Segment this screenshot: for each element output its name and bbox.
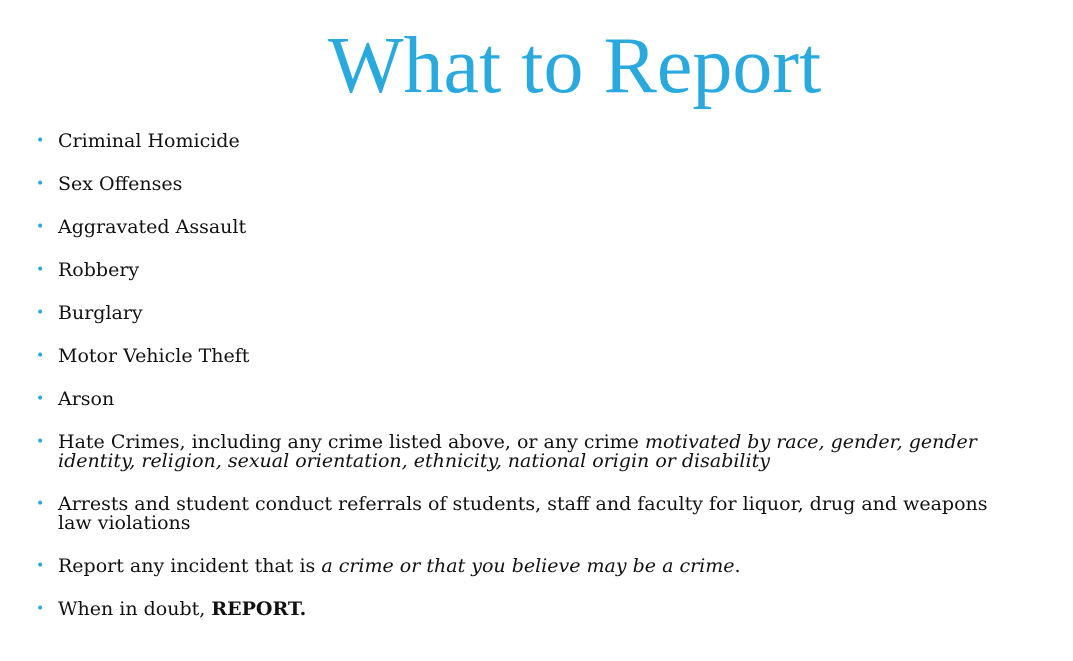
list-item-robbery (36, 261, 1026, 280)
list-item-emphasis: motivated by race, gender, gender identity, religion, sexual orientation, ethnicity, national origin or disability (58, 431, 977, 472)
list-item-text: When in doubt, (58, 598, 212, 620)
list-item-text: Burglary (58, 302, 143, 324)
list-item-when-in-doubt (36, 600, 1026, 619)
list-item-text: Sex Offenses (58, 173, 183, 195)
report-list (36, 132, 1026, 643)
list-item-strong: REPORT. (211, 598, 307, 620)
list-item-hate-crimes (36, 433, 1026, 471)
bullet-dot-icon: • (36, 348, 45, 364)
list-item-report-incident (36, 557, 1026, 576)
list-item-text: Report any incident that is (58, 555, 322, 577)
bullet-dot-icon: • (36, 176, 45, 192)
list-item-aggravated-assault (36, 218, 1026, 237)
list-item-text: Arrests and student conduct referrals of students, staff and faculty for liquor, drug and weapons law violations (58, 493, 988, 534)
bullet-dot-icon: • (36, 496, 45, 512)
list-item-motor-vehicle-theft (36, 347, 1026, 366)
list-item-emphasis: a crime or that you believe may be a crime (321, 555, 735, 577)
list-item-text: Robbery (58, 259, 140, 281)
bullet-dot-icon: • (36, 434, 45, 450)
slide-title: What to Report (328, 22, 822, 110)
bullet-dot-icon: • (36, 558, 45, 574)
list-item-text: Criminal Homicide (58, 130, 240, 152)
list-item-text: Hate Crimes, including any crime listed above, or any crime (58, 431, 645, 453)
list-item-sex-offenses (36, 175, 1026, 194)
list-item-arrests-referrals (36, 495, 1026, 533)
bullet-dot-icon: • (36, 601, 45, 617)
list-item-text: Aggravated Assault (58, 216, 247, 238)
bullet-dot-icon: • (36, 305, 45, 321)
bullet-dot-icon: • (36, 391, 45, 407)
bullet-dot-icon: • (36, 219, 45, 235)
bullet-dot-icon: • (36, 262, 45, 278)
bullet-dot-icon: • (36, 133, 45, 149)
list-item-suffix: . (734, 555, 741, 577)
list-item-text: Motor Vehicle Theft (58, 345, 250, 367)
list-item-arson (36, 390, 1026, 409)
list-item-burglary (36, 304, 1026, 323)
list-item-criminal-homicide (36, 132, 1026, 151)
list-item-text: Arson (58, 388, 115, 410)
